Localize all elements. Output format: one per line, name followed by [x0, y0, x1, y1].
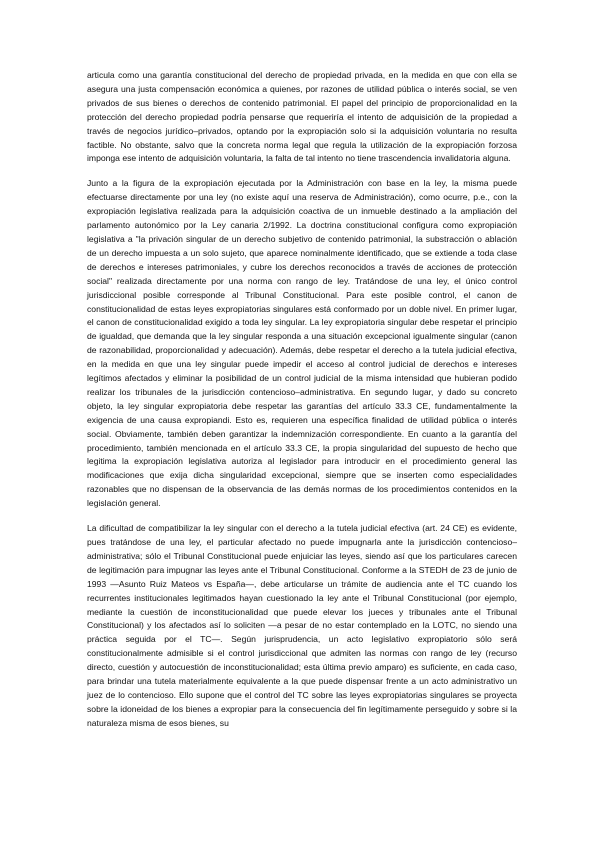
paragraph-2: Junto a la figura de la expropiación ejecutada por la Administración con base en la ley, la misma puede efectuarse directamente por una ley (no existe aquí una reserva de Administración), como ocurre, p.e., con la expropiación legislativa realizada para la adquisición coactiva de un inmueble destinado a la ampliación del parlamento autonómico por la Ley canaria 2/1992. La doctrina constitucional configura como expropiación legislativa a "la privación singular de un derecho subjetivo de contenido patrimonial, la substracción o ablación de un derecho impuesta a un solo sujeto, que aparece nominalmente identificado, que se extiende a toda clase de derechos e intereses patrimoniales, y cubre los derechos reconocidos a través de acciones de protección social" realizada directamente por una norma con rango de ley. Tratándose de una ley, el único control jurisdiccional posible corresponde al Tribunal Constitucional. Para este posible control, el canon de constitucionalidad de estas leyes expropiatorias singulares está conformado por un doble nivel. En primer lugar, el canon de constitucionalidad exigido a toda ley singular. La ley expropiatoria singular debe respetar el principio de igualdad, que demanda que la ley singular responda a una situación excepcional igualmente singular (canon de razonabilidad, proporcionalidad y adecuación). Además, debe respetar el derecho a la tutela judicial efectiva, en la medida en que una ley singular puede impedir el acceso al control judicial de derechos e intereses legítimos afectados y eliminar la posibilidad de un control judicial de la misma intensidad que hubieran podido realizar los tribunales de la jurisdicción contencioso–administrativa. En segundo lugar, y dado su concreto objeto, la ley singular expropiatoria debe respetar las garantías del artículo 33.3 CE, fundamentalmente la exigencia de una causa expropiandi. Esto es, requieren una específica finalidad de utilidad pública o interés social. Obviamente, también deben garantizar la indemnización correspondiente. En cuanto a la garantía del procedimiento, también mencionada en el artículo 33.3 CE, la propia singularidad del supuesto de hecho que legitima la expropiación legislativa autoriza al legislador para introducir en el procedimiento general las modificaciones que exija dicha singularidad excepcional, siempre que se inserten como especialidades razonables que no dispensan de la observancia de las demás normas de los procedimientos contenidos en la legislación general.: [87, 178, 517, 509]
document-body: [87, 69, 517, 742]
paragraph-1: articula como una garantía constitucional del derecho de propiedad privada, en la medida en que con ella se asegura una justa compensación económica a quienes, por razones de utilidad pública o interés social, se ven privados de sus bienes o derechos de contenido patrimonial. El papel del principio de proporcionalidad en la protección del derecho propiedad podría pensarse que requeriría el intento de adquisición de la propiedad a través de negocios jurídico–privados, optando por la expropiación solo si la adquisición voluntaria no resulta factible. No obstante, salvo que la concreta norma legal que regula la utilización de la expropiación forzosa imponga ese intento de adquisición voluntaria, la falta de tal intento no tiene trascendencia invalidatoria alguna.: [87, 70, 517, 164]
paragraph-3: La dificultad de compatibilizar la ley singular con el derecho a la tutela judicial efectiva (art. 24 CE) es evidente, pues tratándose de una ley, el particular afectado no puede impugnarla ante la jurisdicción contencioso–administrativa; sólo el Tribunal Constitucional puede enjuiciar las leyes, siendo así que los particulares carecen de legitimación para impugnar las leyes ante el Tribunal Constitucional. Conforme a la STEDH de 23 de junio de 1993 —Asunto Ruiz Mateos vs España—, debe articularse un trámite de audiencia ante el TC cuando los recurrentes institucionales legitimados hayan cuestionado la ley ante el Tribunal Constitucional (por ejemplo, mediante la cuestión de inconstitucionalidad que puede elevar los jueces y tribunales ante el Tribunal Constitucional) y los afectados así lo soliciten —a pesar de no estar contemplado en la LOTC, no siendo una práctica seguida por el TC—. Según jurisprudencia, un acto legislativo expropiatorio sólo será constitucionalmente admisible si el control jurisdiccional que admiten las normas con rango de ley (recurso directo, cuestión y autocuestión de inconstitucionalidad; esta última previo amparo) es suficiente, en cada caso, para brindar una tutela materialmente equivalente a la que puede dispensar frente a un acto administrativo un juez de lo contencioso. Ello supone que el control del TC sobre las leyes expropiatorias singulares se proyecta sobre la idoneidad de los bienes a expropiar para la consecuencia del fin legítimamente perseguido y sobre si la naturaleza misma de esos bienes, su: [87, 523, 517, 728]
